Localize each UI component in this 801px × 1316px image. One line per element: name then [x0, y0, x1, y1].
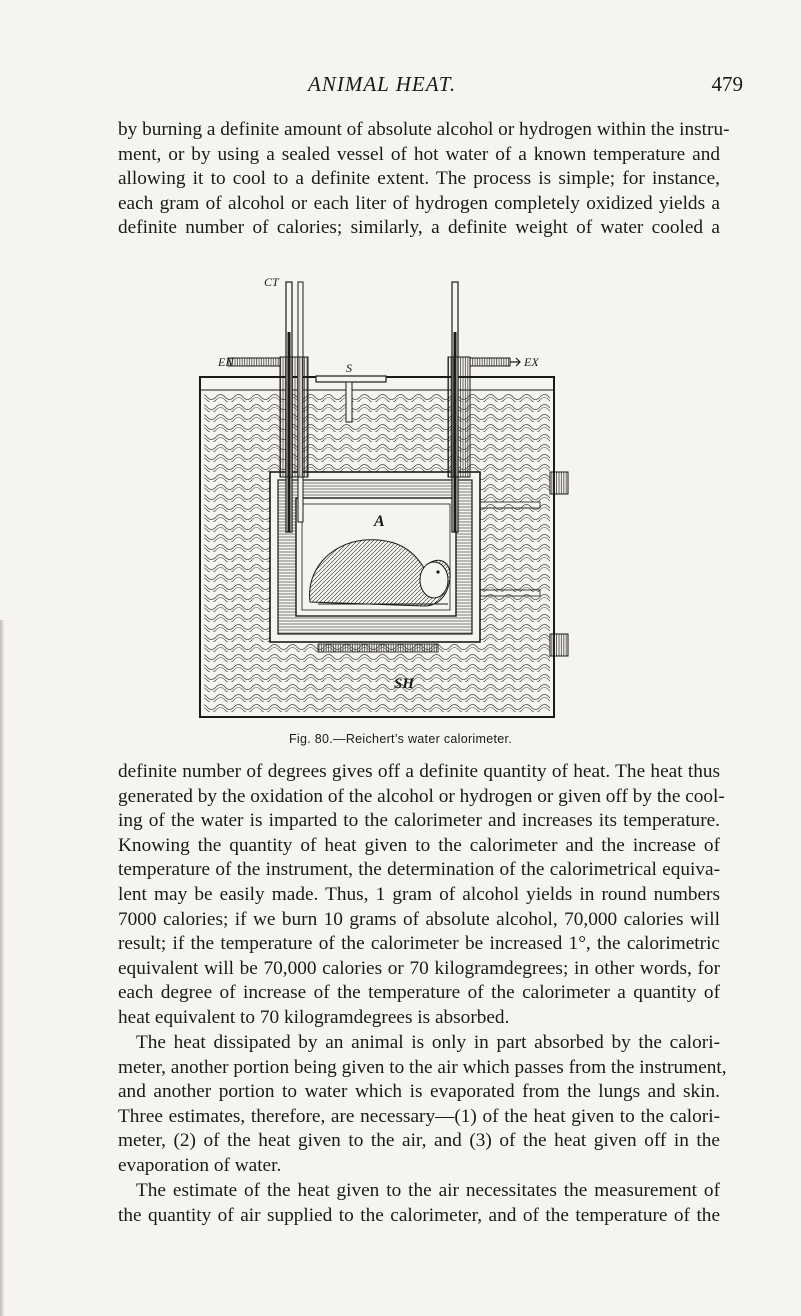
page-binding-shadow [0, 620, 4, 1316]
text-line: and another portion to water which is evaporated from the lungs and skin. [118, 1081, 720, 1103]
label-ct: CT [264, 275, 279, 289]
calorimeter-figure [198, 272, 598, 727]
text-line: Knowing the quantity of heat given to the calorimeter and the increase of [118, 834, 720, 856]
label-en: EN [218, 355, 234, 369]
side-fitting-bottom [550, 634, 568, 656]
text-line: allowing it to cool to a definite extent. The process is simple; for instance, [118, 168, 720, 190]
page-number: 479 [711, 72, 743, 96]
text-line: heat equivalent to 70 kilogramdegrees is absorbed. [118, 1006, 510, 1028]
text-line: 7000 calories; if we burn 10 grams of absolute alcohol, 70,000 calories will [118, 908, 720, 930]
label-s: S [346, 361, 352, 375]
side-fitting-top [550, 472, 568, 494]
paragraph-2 [118, 760, 725, 1031]
stirrer-bar [316, 376, 386, 382]
text-line: the quantity of air supplied to the calorimeter, and of the temperature of the [118, 1204, 720, 1226]
paragraph-1 [118, 118, 730, 241]
text-line: meter, (2) of the heat given to the air, and (3) of the heat given off in the [118, 1130, 720, 1152]
text-line: ment, or by using a sealed vessel of hot water of a known temperature and [118, 143, 720, 165]
running-head: ANIMAL HEAT. [308, 72, 457, 96]
inlet-pipe [228, 358, 280, 366]
right-pipe [448, 357, 470, 477]
label-a: A [374, 513, 385, 530]
text-line: meter, another portion being given to the air which passes from the instrument, [118, 1056, 727, 1078]
text-line: The heat dissipated by an animal is only in part absorbed by the calori- [136, 1032, 720, 1053]
label-ex: EX [524, 355, 539, 369]
text-line: ing of the water is imparted to the calorimeter and increases its temperature. [118, 810, 720, 832]
text-line: by burning a definite amount of absolute alcohol or hydrogen within the instru- [118, 119, 730, 140]
paragraph-4 [118, 1179, 720, 1228]
text-line: temperature of the instrument, the determination of the calorimetrical equiva- [118, 859, 720, 881]
text-line: result; if the temperature of the calorimeter be increased 1°, the calorimetric [118, 933, 720, 955]
text-line: definite number of calories; similarly, a definite weight of water cooled a [118, 217, 720, 239]
figure-caption: Fig. 80.—Reichert’s water calorimeter. [288, 732, 513, 746]
text-line: each gram of alcohol or each liter of hydrogen completely oxidized yields a [118, 192, 720, 214]
text-line: equivalent will be 70,000 calories or 70 kilogramdegrees; in other words, for [118, 957, 720, 979]
text-line: Three estimates, therefore, are necessary—(1) of the heat given to the calori- [118, 1105, 720, 1127]
text-line: evaporation of water. [118, 1154, 282, 1176]
text-line: generated by the oxidation of the alcohol or hydrogen or given off by the cool- [118, 785, 725, 807]
bottom-coil [318, 644, 438, 652]
label-sh: SH [394, 676, 415, 692]
text-line: definite number of degrees gives off a definite quantity of heat. The heat thus [118, 761, 720, 782]
paragraph-3 [118, 1031, 727, 1179]
exhaust-pipe [470, 358, 510, 366]
left-pipe [280, 357, 308, 477]
text-line: lent may be easily made. Thus, 1 gram of alcohol yields in round numbers [118, 883, 720, 905]
text-line: each degree of increase of the temperature of the calorimeter a quantity of [118, 982, 720, 1004]
text-line: The estimate of the heat given to the air necessitates the measurement of [136, 1180, 720, 1201]
